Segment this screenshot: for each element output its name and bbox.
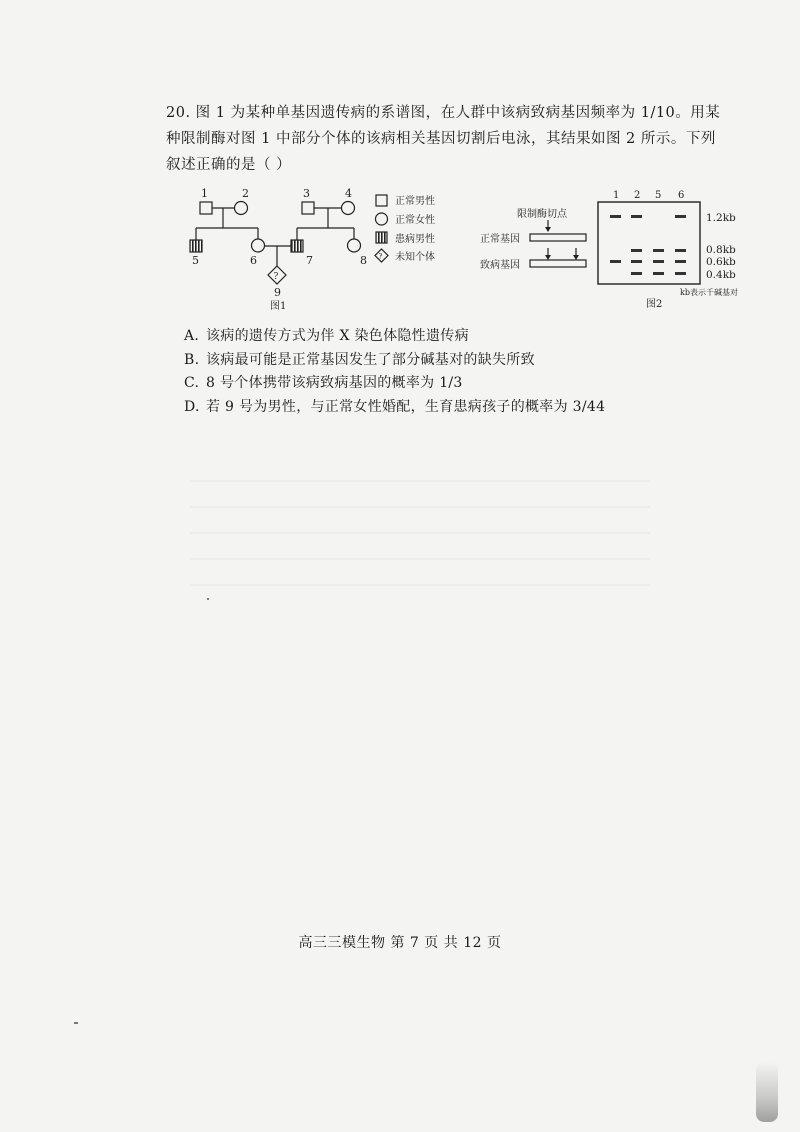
size-label-0.8kb: 0.8kb — [706, 244, 736, 256]
disease-gene-bar — [530, 260, 586, 267]
option-a — [184, 325, 724, 349]
option-b-text: 该病最可能是正常基因发生了部分碱基对的缺失所致 — [206, 351, 535, 368]
legend-affected-male-text: 患病男性 — [395, 234, 435, 245]
legend-unknown-text: 未知个体 — [395, 252, 435, 263]
individual-7-affected-male — [291, 240, 303, 252]
band-lane5-0.6kb — [653, 260, 664, 263]
individual-3-normal-male — [302, 202, 314, 214]
legend-normal-female-icon — [376, 213, 388, 225]
band-lane6-1.2kb — [675, 215, 686, 218]
label-9: 9 — [274, 286, 281, 299]
label-8: 8 — [360, 254, 367, 267]
question-stem — [166, 100, 726, 178]
option-d-letter: D. — [184, 398, 200, 415]
label-5: 5 — [192, 254, 199, 267]
label-4: 4 — [345, 187, 352, 200]
size-label-0.4kb: 0.4kb — [706, 269, 736, 281]
legend-affected-male-icon — [376, 232, 387, 243]
band-lane1-1.2kb — [610, 215, 621, 218]
label-7: 7 — [306, 254, 313, 267]
unit-note: kb表示千碱基对 — [680, 288, 738, 297]
label-6: 6 — [250, 254, 257, 267]
band-lane6-0.8kb — [675, 249, 686, 252]
figure2-caption: 图2 — [646, 299, 663, 310]
option-c-text: 8 号个体携带该病致病基因的概率为 1/3 — [206, 375, 463, 391]
band-lane2-0.6kb — [631, 260, 642, 263]
figures-svg — [180, 182, 760, 317]
option-a-letter: A. — [184, 328, 200, 344]
band-lane2-0.8kb — [631, 249, 642, 252]
figures — [180, 182, 760, 317]
band-lane6-0.6kb — [675, 260, 686, 263]
svg-text:?: ? — [378, 252, 383, 261]
individual-4-normal-female — [342, 202, 355, 215]
gel-box — [598, 202, 700, 284]
unknown-question-mark: ? — [273, 272, 279, 282]
option-d-text: 若 9 号为男性，与正常女性婚配，生育患病孩子的概率为 3/44 — [206, 398, 606, 415]
legend-normal-male-icon — [376, 195, 387, 206]
individual-1-normal-male — [200, 202, 212, 214]
figure1-caption: 图1 — [270, 301, 287, 312]
question-number: 20. — [166, 105, 191, 121]
band-lane5-0.4kb — [653, 272, 664, 275]
legend-normal-male-text: 正常男性 — [395, 196, 435, 207]
band-lane2-0.4kb — [631, 272, 642, 275]
band-lane1-0.6kb — [610, 260, 621, 263]
normal-gene-label: 正常基因 — [480, 234, 520, 245]
option-b — [184, 349, 724, 373]
disease-gene-label: 致病基因 — [480, 260, 520, 271]
band-lane5-0.8kb — [653, 249, 664, 252]
lane-label-2: 2 — [634, 190, 641, 201]
size-label-0.6kb: 0.6kb — [706, 256, 736, 268]
option-a-text: 该病的遗传方式为伴 X 染色体隐性遗传病 — [206, 328, 469, 344]
question-text: 图 1 为某种单基因遗传病的系谱图，在人群中该病致病基因频率为 1/10。用某种限制酶对图 1 中部分个体的该病相关基因切割后电泳，其结果如图 2 所示。下列叙述正确的是（ ） — [166, 105, 721, 173]
individual-5-affected-male — [190, 240, 202, 252]
gene-diagram — [480, 207, 586, 271]
gel-figure — [598, 190, 738, 310]
option-c-letter: C. — [184, 375, 200, 391]
stray-mark — [74, 1022, 78, 1024]
gel-bands — [610, 215, 686, 275]
scan-smudge — [756, 1062, 778, 1122]
band-lane6-0.4kb — [675, 272, 686, 275]
page-footer: 高三三模生物 第 7 页 共 12 页 — [298, 935, 502, 951]
stray-dot — [207, 598, 209, 600]
label-3: 3 — [303, 187, 310, 200]
lane-label-6: 6 — [678, 190, 685, 201]
enzyme-site-label: 限制酶切点 — [517, 209, 567, 220]
option-b-letter: B. — [184, 351, 200, 368]
individual-2-normal-female — [235, 202, 248, 215]
size-label-1.2kb: 1.2kb — [706, 212, 736, 224]
answer-options — [184, 325, 724, 419]
label-2: 2 — [242, 187, 249, 200]
band-lane2-1.2kb — [631, 215, 642, 218]
lane-label-1: 1 — [613, 190, 620, 201]
bleed-through — [190, 480, 650, 600]
individual-6-normal-female — [252, 239, 265, 252]
lane-label-5: 5 — [655, 190, 662, 201]
label-1: 1 — [201, 187, 208, 200]
normal-gene-bar — [530, 234, 586, 241]
individual-8-normal-female — [348, 239, 361, 252]
option-c — [184, 372, 724, 396]
option-d — [184, 396, 724, 420]
legend-normal-female-text: 正常女性 — [395, 215, 435, 226]
